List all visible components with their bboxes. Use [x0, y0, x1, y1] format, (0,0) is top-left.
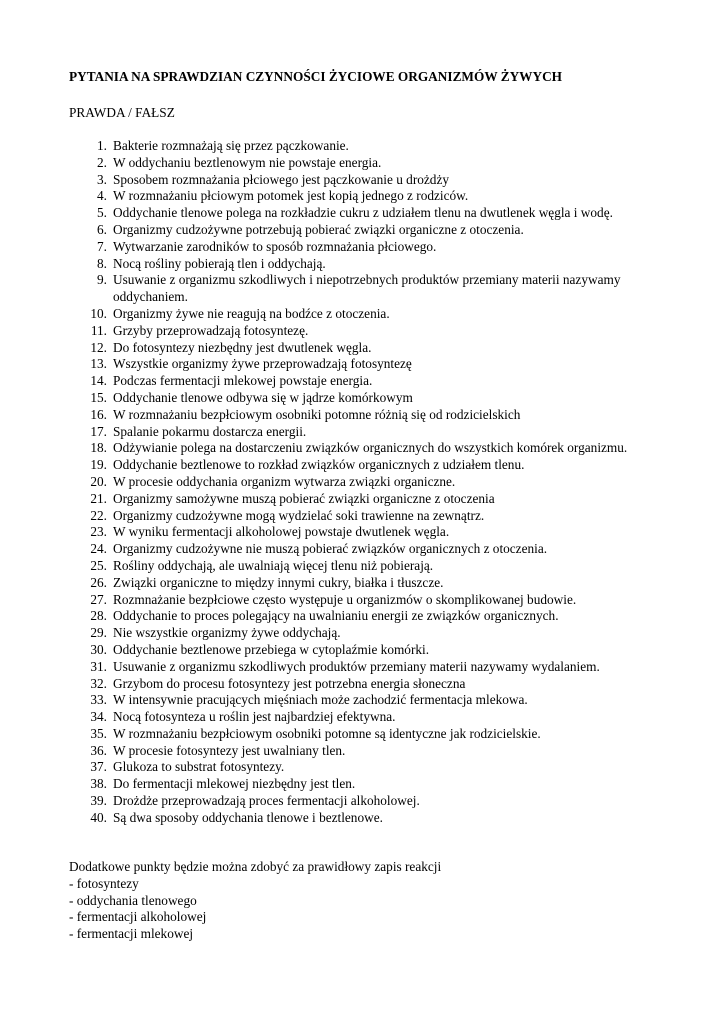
question-text: W rozmnażaniu bezpłciowym osobniki potomne są identyczne jak rodzicielskie. — [113, 725, 541, 741]
question-item — [69, 709, 669, 726]
question-item — [69, 608, 669, 625]
question-number: 10. — [90, 305, 107, 321]
question-text: Oddychanie tlenowe polega na rozkładzie cukru z udziałem tlenu na dwutlenek węgla i wodę. — [113, 205, 613, 221]
question-number: 8. — [97, 255, 107, 271]
question-number: 21. — [90, 490, 107, 506]
question-number: 22. — [90, 507, 107, 523]
question-item — [69, 373, 669, 390]
question-number: 7. — [97, 238, 107, 254]
question-text: Rozmnażanie bezpłciowe często występuje u organizmów o skomplikowanej budowie. — [113, 591, 577, 607]
question-number: 6. — [97, 221, 107, 237]
question-number: 20. — [90, 473, 107, 489]
question-number: 2. — [97, 154, 107, 170]
question-text: Wszystkie organizmy żywe przeprowadzają fotosyntezę — [113, 356, 412, 372]
question-text: W rozmnażaniu płciowym potomek jest kopią jednego z rodziców. — [113, 188, 469, 204]
question-text: W procesie fotosyntezy jest uwalniany tlen. — [113, 742, 346, 758]
question-item — [69, 340, 669, 357]
question-text: Usuwanie z organizmu szkodliwych i niepotrzebnych produktów przemiany materii nazywamy oddychaniem. — [113, 272, 621, 305]
question-text: W rozmnażaniu bezpłciowym osobniki potomne różnią się od rodzicielskich — [113, 406, 521, 422]
question-item — [69, 575, 669, 592]
question-text: Wytwarzanie zarodników to sposób rozmnażania płciowego. — [113, 238, 437, 254]
question-number: 19. — [90, 457, 107, 473]
question-number: 3. — [97, 171, 107, 187]
question-item — [69, 474, 669, 491]
question-number: 16. — [90, 406, 107, 422]
extra-points-item: - fotosyntezy — [69, 875, 139, 891]
question-item — [69, 743, 669, 760]
question-text: Oddychanie tlenowe odbywa się w jądrze komórkowym — [113, 389, 413, 405]
question-text: Usuwanie z organizmu szkodliwych produktów przemiany materii nazywamy wydalaniem. — [113, 658, 600, 674]
question-number: 26. — [90, 574, 107, 590]
extra-points-item: - fermentacji mlekowej — [69, 926, 194, 942]
question-text: Oddychanie beztlenowe to rozkład związków organicznych z udziałem tlenu. — [113, 457, 525, 473]
question-text: W intensywnie pracujących mięśniach może zachodzić fermentacja mlekowa. — [113, 692, 528, 708]
question-number: 12. — [90, 339, 107, 355]
question-number: 33. — [90, 692, 107, 708]
question-number: 4. — [97, 188, 107, 204]
extra-points-intro: Dodatkowe punkty będzie można zdobyć za prawidłowy zapis reakcji — [69, 859, 442, 874]
question-item — [69, 457, 669, 474]
question-item — [69, 810, 669, 827]
question-text: Organizmy cudzożywne potrzebują pobierać związki organiczne z otoczenia. — [113, 221, 524, 237]
question-item — [69, 356, 669, 373]
question-item — [69, 793, 669, 810]
question-text: W oddychaniu beztlenowym nie powstaje energia. — [113, 154, 382, 170]
question-text: Organizmy samożywne muszą pobierać związki organiczne z otoczenia — [113, 490, 495, 506]
question-number: 18. — [90, 440, 107, 456]
question-item — [69, 625, 669, 642]
question-item — [69, 558, 669, 575]
question-number: 25. — [90, 557, 107, 573]
question-item — [69, 659, 669, 676]
question-number: 37. — [90, 759, 107, 775]
question-list — [69, 138, 669, 827]
question-item — [69, 172, 669, 189]
extra-points-item: - fermentacji alkoholowej — [69, 909, 207, 925]
question-item — [69, 676, 669, 693]
question-item — [69, 256, 669, 273]
question-number: 29. — [90, 625, 107, 641]
question-number: 35. — [90, 725, 107, 741]
question-item — [69, 323, 669, 340]
question-number: 17. — [90, 423, 107, 439]
question-text: Oddychanie beztlenowe przebiega w cytoplaźmie komórki. — [113, 641, 430, 657]
question-item — [69, 155, 669, 172]
question-item — [69, 390, 669, 407]
question-number: 23. — [90, 524, 107, 540]
question-item — [69, 424, 669, 441]
question-text: Są dwa sposoby oddychania tlenowe i beztlenowe. — [113, 809, 383, 825]
question-number: 36. — [90, 742, 107, 758]
question-text: Odżywianie polega na dostarczeniu związków organicznych do wszystkich komórek organizmu. — [113, 440, 628, 456]
question-number: 14. — [90, 373, 107, 389]
question-number: 1. — [97, 138, 107, 153]
question-text: Do fermentacji mlekowej niezbędny jest tlen. — [113, 776, 356, 792]
question-text: Glukoza to substrat fotosyntezy. — [113, 759, 285, 775]
question-item — [69, 205, 669, 222]
section-heading: PRAWDA / FAŁSZ — [69, 105, 175, 120]
question-text: W procesie oddychania organizm wytwarza związki organiczne. — [113, 473, 456, 489]
question-text: Podczas fermentacji mlekowej powstaje energia. — [113, 373, 373, 389]
question-item — [69, 692, 669, 709]
question-text: Sposobem rozmnażania płciowego jest pączkowanie u drożdży — [113, 171, 449, 187]
question-text: Związki organiczne to między innymi cukry, białka i tłuszcze. — [113, 574, 444, 590]
question-text: Nocą fotosynteza u roślin jest najbardziej efektywna. — [113, 709, 396, 725]
question-number: 31. — [90, 658, 107, 674]
question-text: Nocą rośliny pobierają tlen i oddychają. — [113, 255, 326, 271]
question-item — [69, 508, 669, 525]
question-item — [69, 524, 669, 541]
question-item — [69, 272, 669, 306]
question-text: Bakterie rozmnażają się przez pączkowanie. — [113, 138, 349, 153]
question-number: 39. — [90, 793, 107, 809]
question-number: 38. — [90, 776, 107, 792]
question-number: 24. — [90, 541, 107, 557]
question-text: Organizmy żywe nie reagują na bodźce z otoczenia. — [113, 305, 390, 321]
question-number: 34. — [90, 709, 107, 725]
question-item — [69, 642, 669, 659]
question-item — [69, 188, 669, 205]
question-item — [69, 491, 669, 508]
question-number: 30. — [90, 641, 107, 657]
question-text: Spalanie pokarmu dostarcza energii. — [113, 423, 307, 439]
question-text: Do fotosyntezy niezbędny jest dwutlenek węgla. — [113, 339, 372, 355]
question-text: Grzyby przeprowadzają fotosyntezę. — [113, 322, 309, 338]
extra-points-section — [69, 859, 441, 943]
question-item — [69, 776, 669, 793]
document-title: PYTANIA NA SPRAWDZIAN CZYNNOŚCI ŻYCIOWE ORGANIZMÓW ŻYWYCH — [69, 69, 563, 84]
question-text: Drożdże przeprowadzają proces fermentacji alkoholowej. — [113, 793, 420, 809]
question-item — [69, 440, 669, 457]
question-number: 27. — [90, 591, 107, 607]
question-number: 9. — [97, 272, 107, 288]
question-item — [69, 407, 669, 424]
question-number: 11. — [90, 322, 107, 338]
question-item — [69, 541, 669, 558]
question-text: Organizmy cudzożywne mogą wydzielać soki trawienne na zewnątrz. — [113, 507, 485, 523]
question-item — [69, 592, 669, 609]
question-number: 5. — [97, 205, 107, 221]
question-number: 13. — [90, 356, 107, 372]
question-text: Grzybom do procesu fotosyntezy jest potrzebna energia słoneczna — [113, 675, 466, 691]
question-number: 15. — [90, 389, 107, 405]
question-number: 32. — [90, 675, 107, 691]
question-item — [69, 138, 669, 155]
question-text: Nie wszystkie organizmy żywe oddychają. — [113, 625, 341, 641]
extra-points-item: - oddychania tlenowego — [69, 892, 197, 908]
question-number: 28. — [90, 608, 107, 624]
question-item — [69, 759, 669, 776]
question-item — [69, 726, 669, 743]
question-item — [69, 306, 669, 323]
question-text: Rośliny oddychają, ale uwalniają więcej tlenu niż pobierają. — [113, 557, 434, 573]
question-item — [69, 222, 669, 239]
question-text: Organizmy cudzożywne nie muszą pobierać związków organicznych z otoczenia. — [113, 541, 548, 557]
question-text: Oddychanie to proces polegający na uwalnianiu energii ze związków organicznych. — [113, 608, 559, 624]
question-item — [69, 239, 669, 256]
question-text: W wyniku fermentacji alkoholowej powstaje dwutlenek węgla. — [113, 524, 450, 540]
question-number: 40. — [90, 809, 107, 825]
